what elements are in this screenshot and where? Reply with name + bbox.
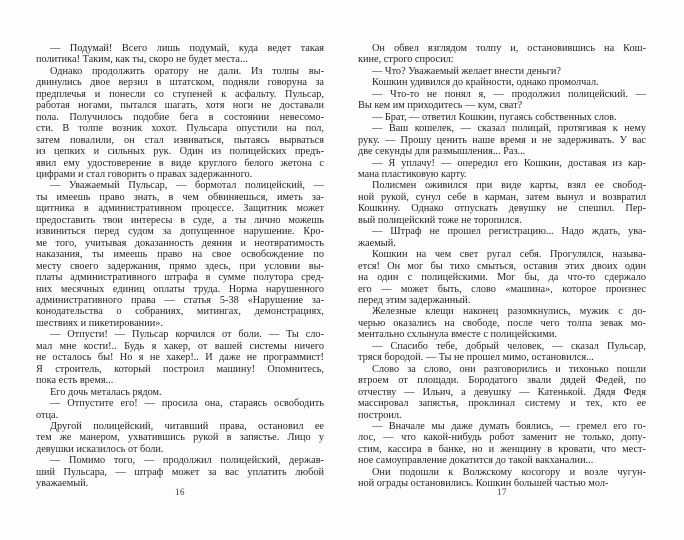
page-left-number: 16 (175, 487, 185, 497)
paragraph (358, 364, 646, 421)
paragraph (358, 43, 646, 66)
text-line: предплечья и понесли со ступеней к асфальту. Пульсар, (36, 88, 324, 100)
text-line: девушки исказилось от боли. (36, 443, 164, 455)
text-line: — Штраф не прошел регистрацию... Надо ждать, ува- (372, 226, 646, 238)
text-line: пола. Получилось подобие бега в состоянии невесомо- (36, 111, 324, 123)
text-line: мал мне кости!.. Будь я хакер, от вашей системы ничего (36, 340, 324, 352)
text-line: Кошкин удивился до крайности, однако промолчал. (372, 77, 599, 89)
text-line: извиниться перед судом за допущенное нарушение. Кро- (36, 226, 324, 238)
paragraph (358, 421, 646, 467)
paragraph (358, 123, 646, 157)
text-line: платы административного штрафа в сумме полутора сред- (36, 272, 324, 284)
text-line: — Отпустите его! — просила она, стараясь освободить (50, 398, 324, 410)
text-line: ме того, учитывая доказанность деяния и неотвратимость (36, 237, 324, 249)
text-line: жаемый. (358, 237, 396, 249)
text-line: затем повалили, он стал извиваться, пытаясь вырваться (36, 134, 324, 146)
text-line: не осталось бы! Но я не хакер!.. И даже не программист! (36, 352, 324, 364)
text-line: Кошкин на чем свет ругал себя. Прогулялся, называ- (372, 249, 646, 261)
text-line: — Отпусти! — Пульсар корчился от боли. — Ты сло- (50, 329, 324, 341)
text-line: Полисмен оживился при виде карты, взял ее свобод- (372, 180, 646, 192)
paragraph (358, 249, 646, 306)
text-line: Слово за слово, они разговорились и тихонько пошли (372, 363, 646, 375)
text-line: сти. В толпе возник хохот. Пульсара опустили на пол, (36, 123, 324, 135)
text-line: — Брат, — ответил Кошкин, пугаясь собственных слов. (372, 111, 617, 123)
paragraph (358, 180, 646, 226)
paragraph (358, 306, 646, 340)
paragraph (36, 455, 324, 489)
text-line: ной рукой, сунул себе в карман, затем вынул и возвратил (358, 191, 646, 203)
text-line: ший Пульсара, — штраф может за вас уплатить любой (36, 466, 324, 478)
text-line: шествиях и пикетировании». (36, 317, 163, 329)
text-line: ное самоуправление докатится до такой вакханалии... (358, 455, 594, 467)
text-line: ментально схлынула вместе с полицейскими. (358, 329, 557, 341)
text-line: из цепких и сильных рук. Один из полицейских предъ- (36, 146, 324, 158)
paragraph (36, 43, 324, 66)
text-line: политика! Таким, как ты, скоро не будет места... (36, 54, 248, 66)
text-line: пока есть время... (36, 375, 114, 387)
text-line: — Что? Уважаемый желает внести деньги? (372, 65, 561, 77)
text-line: черью оказались на свободе, после чего толпа зевак мо- (358, 317, 646, 329)
text-line: — Спасибо тебе, добрый человек, — сказал Пульсар, (372, 340, 646, 352)
text-line: Его дочь металась рядом. (50, 386, 162, 398)
text-line: — Я уплачу! — опередил его Кошкин, доставая из кар- (372, 157, 646, 169)
text-line: месту своего задержания, прямо здесь, при условии вы- (36, 260, 324, 272)
text-line: щитника в административном процессе. Защитник может (36, 203, 324, 215)
text-line: — Что-то не понял я, — продолжил полицейский. — (372, 88, 646, 100)
text-line: вый полицейский тоже не торопился. (358, 214, 522, 226)
text-line: ты имеешь право знать, в чем обвиняешься, иметь за- (36, 191, 324, 203)
text-line: Вы кем им приходитесь — кум, сват? (358, 100, 523, 112)
text-line: — Помимо того, — продолжил полицейский, держав- (50, 455, 324, 467)
text-line: перед этим задержанный. (358, 294, 471, 306)
text-line: Они подошли к Волжскому косогору и возле чугун- (372, 466, 646, 478)
text-line: руку. — Прошу ценить наше время и не задерживать. У вас (358, 134, 646, 146)
text-line: Кошкину. Однако отпускать девушку не спешил. Пер- (358, 203, 646, 215)
text-line: цифрами и стал говорить о правах задержанного. (36, 168, 253, 180)
text-line: — Вначале мы даже думать боялись, — гремел его го- (372, 420, 646, 432)
text-line: ется! Он мог бы тихо смыться, оставив этих двоих один (358, 260, 646, 272)
paragraph (36, 421, 324, 455)
paragraph (36, 398, 324, 421)
text-line: массировал запястья, проклинал систему и тех, кто ее (358, 398, 646, 410)
text-line: его — может быть, слово «машина», которое произнес (358, 283, 646, 295)
page-right (358, 0, 646, 540)
text-line: построил. (358, 409, 402, 421)
text-line: втроем от площади. Бородатого звали дядей Федей, по (358, 375, 646, 387)
paragraph (358, 66, 646, 77)
paragraph (358, 89, 646, 112)
paragraph (358, 158, 646, 181)
text-line: Он обвел взглядом толпу и, остановившись на Кош- (372, 43, 646, 54)
text-line: конодательства о собраниях, митингах, демонстрациях, (36, 306, 324, 318)
text-line: наказания, ты имеешь право на свое освобождение по (36, 249, 324, 261)
text-line: Я строитель, который построил машину! Опомнитесь, (36, 363, 324, 375)
page-right-text (358, 43, 646, 490)
text-line: мана пластиковую карту. (358, 168, 467, 180)
text-line: Другой полицейский, читавший права, остановил ее (50, 420, 324, 432)
paragraph (358, 112, 646, 123)
text-line: — Ваш кошелек, — сказал полицай, протягивая к нему (372, 123, 646, 135)
paragraph (36, 66, 324, 181)
text-line: предоставить твои интересы в суде, а ты лично можешь (36, 214, 324, 226)
text-line: явил ему удостоверение в виде круглого белого жетона с (36, 157, 324, 169)
text-line: кине, строго спросил: (358, 54, 454, 66)
text-line: отчеству — Ильич, а девушку — Катенькой. Дядя Федя (358, 386, 646, 398)
text-line: стим, кассира в банке, но и женщину в кровати, что мест- (358, 443, 646, 455)
paragraph (36, 180, 324, 329)
text-line: — Подумай! Всего лишь подумай, куда ведет такая (50, 43, 324, 54)
paragraph (358, 77, 646, 88)
text-line: Железные клещи наконец разомкнулись, мужик с до- (372, 306, 646, 318)
text-line: них месячных единиц оплаты труда. Норма нарушенного (36, 283, 324, 295)
text-line: — Уважаемый Пульсар, — бормотал полицейский, — (50, 180, 324, 192)
text-line: Однако продолжить оратору не дали. Из толпы вы- (50, 65, 324, 77)
text-line: на один с полицейскими. Мог бы, да что-то сдержало (358, 272, 646, 284)
text-line: административного права — статья 5-38 «Нарушение за- (36, 294, 324, 306)
text-line: двинулись двое верзил в штатском, подняли говоруна за (36, 77, 324, 89)
text-line: уважаемый. (36, 478, 89, 490)
paragraph (36, 387, 324, 398)
text-line: тем же манером, ухватившись рукой в запястье. Лицо у (36, 432, 324, 444)
paragraph (358, 226, 646, 249)
text-line: тряся бородой. — Ты не прошел мимо, остановился... (358, 352, 594, 364)
paragraph (358, 341, 646, 364)
page-left (36, 0, 324, 540)
text-line: лос, — что какой-нибудь робот заменит не только, допу- (358, 432, 646, 444)
text-line: две секунды для размышления... Раз... (358, 146, 526, 158)
text-line: работая ногами, пытался шагать, хотя ноги не доставали (36, 100, 324, 112)
page-left-text (36, 43, 324, 490)
paragraph (36, 329, 324, 386)
page-right-number: 17 (497, 487, 507, 497)
text-line: отца. (36, 409, 59, 421)
text-line: ной ограды остановились. Кошкин большей частью мол- (358, 478, 609, 490)
